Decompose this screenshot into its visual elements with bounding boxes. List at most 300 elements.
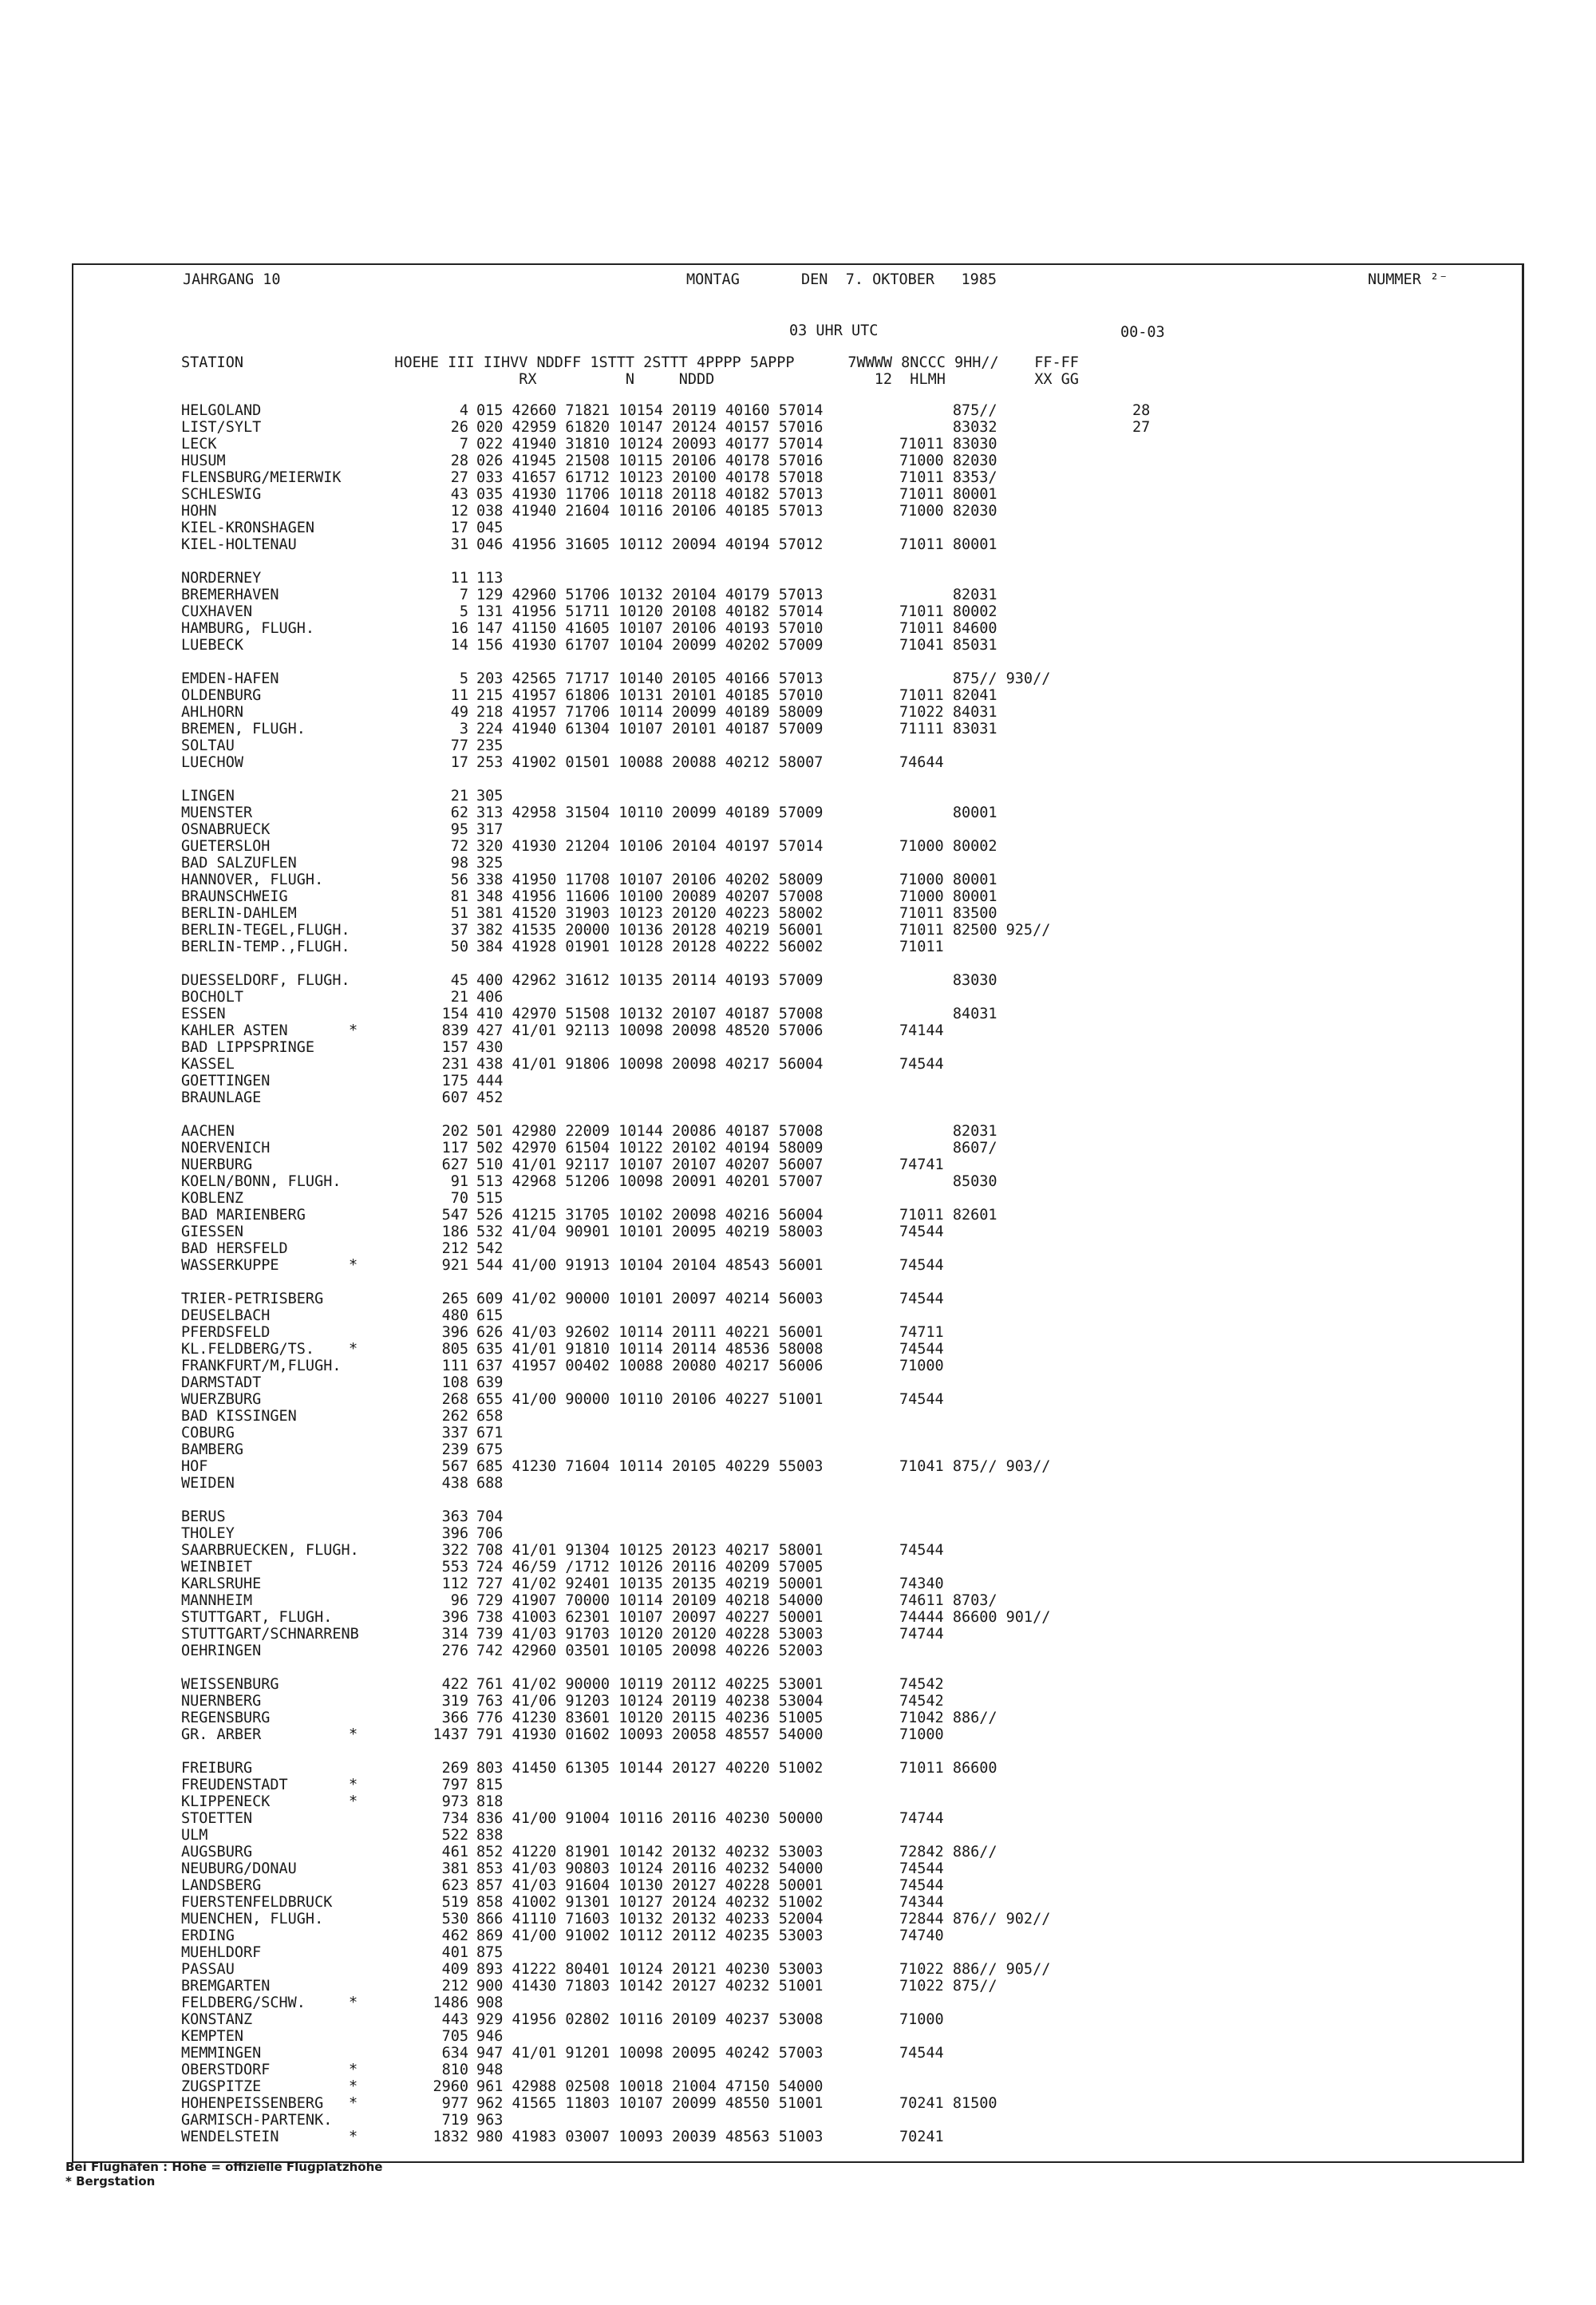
- weather-cloud-groups: 71011 82601: [899, 1207, 998, 1224]
- station-row: [73, 1877, 1510, 1894]
- station-row: [73, 503, 1510, 520]
- group-spacer: [73, 955, 1510, 972]
- station-name: MUENSTER: [181, 805, 253, 821]
- station-name: AUGSBURG: [181, 1844, 253, 1860]
- station-altitude: 21: [450, 788, 468, 805]
- station-altitude: 734: [441, 1810, 468, 1827]
- station-row: [73, 2112, 1510, 2129]
- station-altitude: 62: [450, 805, 468, 821]
- station-name: GUETERSLOH: [181, 838, 271, 855]
- surface-observation: 791 41930 01602 10093 20058 48557 54000: [476, 1726, 824, 1743]
- surface-observation: 948: [476, 2062, 504, 2078]
- station-altitude: 705: [441, 2028, 468, 2045]
- station-row: [73, 1525, 1510, 1542]
- report-date: DEN 7. OKTOBER 1985: [801, 271, 998, 288]
- surface-observation: 532 41/04 90901 10101 20095 40219 58003: [476, 1224, 824, 1240]
- station-altitude: 530: [441, 1911, 468, 1927]
- station-name: KLIPPENECK: [181, 1793, 271, 1810]
- surface-observation: 038 41940 21604 10116 20106 40185 57013: [476, 503, 824, 520]
- station-altitude: 51: [450, 905, 468, 922]
- station-row: [73, 1777, 1510, 1793]
- station-name: DEUSELBACH: [181, 1307, 271, 1324]
- weather-cloud-groups: 71011 83030: [899, 436, 998, 453]
- surface-observation: 542: [476, 1240, 504, 1257]
- station-altitude: 977: [441, 2095, 468, 2112]
- weather-cloud-groups: 71042 886//: [899, 1710, 998, 1726]
- surface-observation: 858 41002 91301 10127 20124 40232 51002: [476, 1894, 824, 1911]
- station-name: FREIBURG: [181, 1760, 253, 1777]
- station-row: [73, 1224, 1510, 1240]
- station-altitude: 43: [450, 486, 468, 503]
- station-altitude: 3: [459, 721, 468, 737]
- weather-cloud-groups: 74544: [899, 1391, 944, 1408]
- station-altitude: 72: [450, 838, 468, 855]
- weather-cloud-groups: 71011 80001: [899, 486, 998, 503]
- surface-observation: 033 41657 61712 10123 20100 40178 57018: [476, 469, 824, 486]
- station-row: [73, 1425, 1510, 1441]
- mountain-station-marker: *: [349, 1341, 358, 1358]
- station-name: EMDEN-HAFEN: [181, 670, 279, 687]
- weather-cloud-groups: 74544: [899, 1224, 944, 1240]
- station-name: WASSERKUPPE: [181, 1257, 279, 1274]
- station-altitude: 81: [450, 888, 468, 905]
- surface-observation: 131 41956 51711 10120 20108 40182 57014: [476, 603, 824, 620]
- station-row: [73, 1006, 1510, 1022]
- weather-cloud-groups: 875// 930//: [899, 670, 1051, 687]
- surface-observation: 406: [476, 989, 504, 1006]
- group-spacer: [73, 1659, 1510, 1676]
- surface-observation: 947 41/01 91201 10098 20095 40242 57003: [476, 2045, 824, 2062]
- station-altitude: 45: [450, 972, 468, 989]
- station-name: KIEL-HOLTENAU: [181, 536, 297, 553]
- station-row: [73, 1726, 1510, 1743]
- station-name: HUSUM: [181, 453, 226, 469]
- station-row: [73, 1995, 1510, 2011]
- station-row: [73, 2078, 1510, 2095]
- station-altitude: 111: [441, 1358, 468, 1374]
- report-sheet: [72, 263, 1524, 2163]
- surface-observation: 410 42970 51508 10132 20107 40187 57008: [476, 1006, 824, 1022]
- station-name: BERLIN-DAHLEM: [181, 905, 297, 922]
- station-name: FELDBERG/SCHW.: [181, 1995, 306, 2011]
- weather-cloud-groups: 71000 80001: [899, 888, 998, 905]
- station-row: [73, 2045, 1510, 2062]
- station-altitude: 28: [450, 453, 468, 469]
- station-row: [73, 872, 1510, 888]
- surface-observation: 515: [476, 1190, 504, 1207]
- station-row: [73, 2062, 1510, 2078]
- surface-observation: 908: [476, 1995, 504, 2011]
- surface-observation: 020 42959 61820 10147 20124 40157 57016: [476, 419, 824, 436]
- station-row: [73, 1257, 1510, 1274]
- station-row: [73, 1894, 1510, 1911]
- station-altitude: 973: [441, 1793, 468, 1810]
- weather-cloud-groups: 83032: [899, 419, 998, 436]
- station-row: [73, 939, 1510, 955]
- station-altitude: 396: [441, 1525, 468, 1542]
- station-altitude: 262: [441, 1408, 468, 1425]
- station-name: WUERZBURG: [181, 1391, 262, 1408]
- station-altitude: 567: [441, 1458, 468, 1475]
- station-row: [73, 1643, 1510, 1659]
- station-row: [73, 1173, 1510, 1190]
- station-row: [73, 1324, 1510, 1341]
- surface-observation: 962 41565 11803 10107 20099 48550 51001: [476, 2095, 824, 2112]
- surface-observation: 853 41/03 90803 10124 20116 40232 54000: [476, 1860, 824, 1877]
- surface-observation: 045: [476, 520, 504, 536]
- surface-observation: 348 41956 11606 10100 20089 40207 57008: [476, 888, 824, 905]
- station-altitude: 634: [441, 2045, 468, 2062]
- station-row: [73, 570, 1510, 587]
- station-row: [73, 1559, 1510, 1576]
- station-name: HELGOLAND: [181, 402, 262, 419]
- station-row: [73, 1240, 1510, 1257]
- weather-cloud-groups: 83030: [899, 972, 998, 989]
- station-altitude: 366: [441, 1710, 468, 1726]
- station-row: [73, 1358, 1510, 1374]
- station-name: PASSAU: [181, 1961, 235, 1978]
- station-row: [73, 1760, 1510, 1777]
- surface-observation: 658: [476, 1408, 504, 1425]
- station-row: [73, 1508, 1510, 1525]
- station-altitude: 519: [441, 1894, 468, 1911]
- surface-observation: 803 41450 61305 10144 20127 40220 51002: [476, 1760, 824, 1777]
- station-row: [73, 1073, 1510, 1089]
- station-name: BREMERHAVEN: [181, 587, 279, 603]
- mountain-station-marker: *: [349, 2129, 358, 2145]
- station-name: DUESSELDORF, FLUGH.: [181, 972, 350, 989]
- surface-observation: 224 41940 61304 10107 20101 40187 57009: [476, 721, 824, 737]
- station-row: [73, 1056, 1510, 1073]
- station-name: LUECHOW: [181, 754, 243, 771]
- station-name: BOCHOLT: [181, 989, 243, 1006]
- station-altitude: 157: [441, 1039, 468, 1056]
- weather-cloud-groups: 71022 84031: [899, 704, 998, 721]
- station-altitude: 95: [450, 821, 468, 838]
- station-altitude: 5: [459, 670, 468, 687]
- station-row: [73, 1458, 1510, 1475]
- station-name: HOF: [181, 1458, 208, 1475]
- station-row: [73, 1844, 1510, 1860]
- station-name: BRAUNLAGE: [181, 1089, 262, 1106]
- station-name: GIESSEN: [181, 1224, 243, 1240]
- surface-observation: 639: [476, 1374, 504, 1391]
- station-altitude: 108: [441, 1374, 468, 1391]
- weather-cloud-groups: 875//: [899, 402, 998, 419]
- surface-observation: 869 41/00 91002 10112 20112 40235 53003: [476, 1927, 824, 1944]
- station-altitude: 91: [450, 1173, 468, 1190]
- station-row: [73, 1207, 1510, 1224]
- weather-cloud-groups: 71011 83500: [899, 905, 998, 922]
- station-altitude: 522: [441, 1827, 468, 1844]
- station-row: [73, 1408, 1510, 1425]
- station-name: BAD HERSFELD: [181, 1240, 288, 1257]
- surface-observation: 838: [476, 1827, 504, 1844]
- surface-observation: 708 41/01 91304 10125 20123 40217 58001: [476, 1542, 824, 1559]
- weather-cloud-groups: 74740: [899, 1927, 944, 1944]
- weather-cloud-groups: 74144: [899, 1022, 944, 1039]
- station-altitude: 11: [450, 570, 468, 587]
- station-altitude: 627: [441, 1156, 468, 1173]
- station-altitude: 461: [441, 1844, 468, 1860]
- station-altitude: 77: [450, 737, 468, 754]
- station-altitude: 11: [450, 687, 468, 704]
- surface-observation: 320 41930 21204 10106 20104 40197 57014: [476, 838, 824, 855]
- surface-observation: 875: [476, 1944, 504, 1961]
- station-name: ULM: [181, 1827, 208, 1844]
- surface-observation: 980 41983 03007 10093 20039 48563 51003: [476, 2129, 824, 2145]
- station-row: [73, 1827, 1510, 1844]
- surface-observation: 724 46/59 /1712 10126 20116 40209 57005: [476, 1559, 824, 1576]
- station-row: [73, 1123, 1510, 1140]
- station-row: [73, 1391, 1510, 1408]
- weather-cloud-groups: 74611 8703/: [899, 1592, 998, 1609]
- station-name: BERLIN-TEGEL,FLUGH.: [181, 922, 350, 939]
- station-altitude: 27: [450, 469, 468, 486]
- station-altitude: 607: [441, 1089, 468, 1106]
- station-altitude: 154: [441, 1006, 468, 1022]
- surface-observation: 430: [476, 1039, 504, 1056]
- station-altitude: 98: [450, 855, 468, 872]
- station-altitude: 186: [441, 1224, 468, 1240]
- group-spacer: [73, 1743, 1510, 1760]
- surface-observation: 776 41230 83601 10120 20115 40236 51005: [476, 1710, 824, 1726]
- surface-observation: 727 41/02 92401 10135 20135 40219 50001: [476, 1576, 824, 1592]
- surface-observation: 739 41/03 91703 10120 20120 40228 53003: [476, 1626, 824, 1643]
- station-altitude: 5: [459, 603, 468, 620]
- weather-cloud-groups: 71000: [899, 1358, 944, 1374]
- surface-observation: 400 42962 31612 10135 20114 40193 57009: [476, 972, 824, 989]
- station-altitude: 14: [450, 637, 468, 654]
- weather-cloud-groups: 71011 80001: [899, 536, 998, 553]
- station-name: WEIDEN: [181, 1475, 235, 1492]
- station-name: MUEHLDORF: [181, 1944, 262, 1961]
- weather-cloud-groups: 74741: [899, 1156, 944, 1173]
- station-row: [73, 1039, 1510, 1056]
- station-row: [73, 402, 1510, 419]
- weather-cloud-groups: 71011: [899, 939, 944, 955]
- weather-cloud-groups: 71011 8353/: [899, 469, 998, 486]
- station-row: [73, 1793, 1510, 1810]
- weather-cloud-groups: 71011 86600: [899, 1760, 998, 1777]
- surface-observation: 156 41930 61707 10104 20099 40202 57009: [476, 637, 824, 654]
- surface-observation: 852 41220 81901 10142 20132 40232 53003: [476, 1844, 824, 1860]
- station-altitude: 269: [441, 1760, 468, 1777]
- mountain-station-marker: *: [349, 1995, 358, 2011]
- surface-observation: 235: [476, 737, 504, 754]
- weather-cloud-groups: 74444 86600 901//: [899, 1609, 1051, 1626]
- mountain-station-marker: *: [349, 1793, 358, 1810]
- group-spacer: [73, 771, 1510, 788]
- station-row: [73, 1944, 1510, 1961]
- station-altitude: 719: [441, 2112, 468, 2129]
- surface-observation: 381 41520 31903 10123 20120 40223 58002: [476, 905, 824, 922]
- station-altitude: 921: [441, 1257, 468, 1274]
- station-altitude: 276: [441, 1643, 468, 1659]
- station-name: OEHRINGEN: [181, 1643, 262, 1659]
- station-altitude: 4: [459, 402, 468, 419]
- weather-cloud-groups: 85030: [899, 1173, 998, 1190]
- station-name: FUERSTENFELDBRUCK: [181, 1894, 333, 1911]
- station-name: KIEL-KRONSHAGEN: [181, 520, 315, 536]
- surface-observation: 963: [476, 2112, 504, 2129]
- surface-observation: 022 41940 31810 10124 20093 40177 57014: [476, 436, 824, 453]
- station-altitude: 175: [441, 1073, 468, 1089]
- footnote-airport-altitude: Bei Flughäfen : Höhe = offizielle Flugplatzhöhe: [65, 2160, 383, 2174]
- weather-cloud-groups: 74544: [899, 1291, 944, 1307]
- station-altitude: 17: [450, 520, 468, 536]
- station-name: SAARBRUECKEN, FLUGH.: [181, 1542, 359, 1559]
- wind-gust: 27: [1132, 419, 1151, 436]
- station-altitude: 21: [450, 989, 468, 1006]
- station-altitude: 1832: [433, 2129, 468, 2145]
- station-row: [73, 704, 1510, 721]
- surface-observation: 502 42970 61504 10122 20102 40194 58009: [476, 1140, 824, 1156]
- station-name: HOHN: [181, 503, 217, 520]
- station-altitude: 363: [441, 1508, 468, 1525]
- station-name: OLDENBURG: [181, 687, 262, 704]
- station-row: [73, 1374, 1510, 1391]
- station-altitude: 337: [441, 1425, 468, 1441]
- station-name: WEISSENBURG: [181, 1676, 279, 1693]
- station-row: [73, 737, 1510, 754]
- station-name: MUENCHEN, FLUGH.: [181, 1911, 324, 1927]
- station-name: KOBLENZ: [181, 1190, 243, 1207]
- observation-time: 03 UHR UTC: [789, 322, 879, 339]
- station-altitude: 96: [450, 1592, 468, 1609]
- station-row: [73, 1676, 1510, 1693]
- station-table: [73, 402, 1510, 2145]
- station-altitude: 112: [441, 1576, 468, 1592]
- weekday: MONTAG: [686, 271, 740, 288]
- station-name: KASSEL: [181, 1056, 235, 1073]
- surface-observation: 615: [476, 1307, 504, 1324]
- station-altitude: 839: [441, 1022, 468, 1039]
- station-name: KL.FELDBERG/TS.: [181, 1341, 315, 1358]
- station-altitude: 1437: [433, 1726, 468, 1743]
- station-altitude: 70: [450, 1190, 468, 1207]
- station-name: OSNABRUECK: [181, 821, 271, 838]
- weather-cloud-groups: 74744: [899, 1810, 944, 1827]
- station-row: [73, 637, 1510, 654]
- surface-observation: 382 41535 20000 10136 20128 40219 56001: [476, 922, 824, 939]
- station-row: [73, 905, 1510, 922]
- station-name: LIST/SYLT: [181, 419, 262, 436]
- surface-observation: 215 41957 61806 10131 20101 40185 57010: [476, 687, 824, 704]
- station-row: [73, 1810, 1510, 1827]
- station-name: BAMBERG: [181, 1441, 243, 1458]
- surface-observation: 444: [476, 1073, 504, 1089]
- station-altitude: 7: [459, 436, 468, 453]
- station-name: BAD KISSINGEN: [181, 1408, 297, 1425]
- station-name: WENDELSTEIN: [181, 2129, 279, 2145]
- station-altitude: 265: [441, 1291, 468, 1307]
- station-altitude: 422: [441, 1676, 468, 1693]
- station-name: BAD SALZUFLEN: [181, 855, 297, 872]
- weather-cloud-groups: 74544: [899, 1056, 944, 1073]
- weather-cloud-groups: 71041 875// 903//: [899, 1458, 1051, 1475]
- weather-cloud-groups: 71011 82041: [899, 687, 998, 704]
- station-name: LUEBECK: [181, 637, 243, 654]
- surface-observation: 510 41/01 92117 10107 20107 40207 56007: [476, 1156, 824, 1173]
- mountain-station-marker: *: [349, 1257, 358, 1274]
- station-name: STUTTGART, FLUGH.: [181, 1609, 333, 1626]
- surface-observation: 384 41928 01901 10128 20128 40222 56002: [476, 939, 824, 955]
- station-name: THOLEY: [181, 1525, 235, 1542]
- station-name: NOERVENICH: [181, 1140, 271, 1156]
- station-altitude: 396: [441, 1324, 468, 1341]
- surface-observation: 635 41/01 91810 10114 20114 48536 58008: [476, 1341, 824, 1358]
- station-name: HANNOVER, FLUGH.: [181, 872, 324, 888]
- weather-cloud-groups: 71022 886// 905//: [899, 1961, 1051, 1978]
- group-spacer: [73, 1106, 1510, 1123]
- station-altitude: 212: [441, 1978, 468, 1995]
- surface-observation: 729 41907 70000 10114 20109 40218 54000: [476, 1592, 824, 1609]
- station-name: NUERBURG: [181, 1156, 253, 1173]
- surface-observation: 544 41/00 91913 10104 20104 48543 56001: [476, 1257, 824, 1274]
- station-row: [73, 1441, 1510, 1458]
- surface-observation: 526 41215 31705 10102 20098 40216 56004: [476, 1207, 824, 1224]
- surface-observation: 866 41110 71603 10132 20132 40233 52004: [476, 1911, 824, 1927]
- surface-observation: 637 41957 00402 10088 20080 40217 56006: [476, 1358, 824, 1374]
- station-row: [73, 2028, 1510, 2045]
- station-name: GOETTINGEN: [181, 1073, 271, 1089]
- station-row: [73, 453, 1510, 469]
- station-altitude: 314: [441, 1626, 468, 1643]
- station-altitude: 56: [450, 872, 468, 888]
- weather-cloud-groups: 74744: [899, 1626, 944, 1643]
- station-name: AHLHORN: [181, 704, 243, 721]
- station-row: [73, 687, 1510, 704]
- weather-cloud-groups: 71000 80001: [899, 872, 998, 888]
- station-row: [73, 1626, 1510, 1643]
- group-spacer: [73, 1492, 1510, 1508]
- weather-cloud-groups: 71011 82500 925//: [899, 922, 1051, 939]
- station-row: [73, 2129, 1510, 2145]
- surface-observation: 253 41902 01501 10088 20088 40212 58007: [476, 754, 824, 771]
- surface-observation: 015 42660 71821 10154 20119 40160 57014: [476, 402, 824, 419]
- station-altitude: 2960: [433, 2078, 468, 2095]
- station-row: [73, 1927, 1510, 1944]
- station-name: AACHEN: [181, 1123, 235, 1140]
- weather-cloud-groups: 71000: [899, 2011, 944, 2028]
- station-name: OBERSTDORF: [181, 2062, 271, 2078]
- surface-observation: 893 41222 80401 10124 20121 40230 53003: [476, 1961, 824, 1978]
- station-row: [73, 1022, 1510, 1039]
- weather-cloud-groups: 71111 83031: [899, 721, 998, 737]
- station-row: [73, 922, 1510, 939]
- station-row: [73, 1190, 1510, 1207]
- station-name: NEUBURG/DONAU: [181, 1860, 297, 1877]
- station-row: [73, 486, 1510, 503]
- weather-cloud-groups: 80001: [899, 805, 998, 821]
- surface-observation: 609 41/02 90000 10101 20097 40214 56003: [476, 1291, 824, 1307]
- station-name: KARLSRUHE: [181, 1576, 262, 1592]
- surface-observation: 685 41230 71604 10114 20105 40229 55003: [476, 1458, 824, 1475]
- station-name: ERDING: [181, 1927, 235, 1944]
- station-altitude: 17: [450, 754, 468, 771]
- station-altitude: 7: [459, 587, 468, 603]
- station-name: LECK: [181, 436, 217, 453]
- weather-cloud-groups: 74542: [899, 1693, 944, 1710]
- surface-observation: 626 41/03 92602 10114 20111 40221 56001: [476, 1324, 824, 1341]
- station-name: LINGEN: [181, 788, 235, 805]
- column-header-line1: STATION HOEHE III IIHVV NDDFF 1STTT 2STTT 4PPPP 5APPP 7WWWW 8NCCC 9HH// FF-FF: [181, 354, 1079, 371]
- station-row: [73, 520, 1510, 536]
- surface-observation: 113: [476, 570, 504, 587]
- station-name: BERUS: [181, 1508, 226, 1525]
- station-name: NUERNBERG: [181, 1693, 262, 1710]
